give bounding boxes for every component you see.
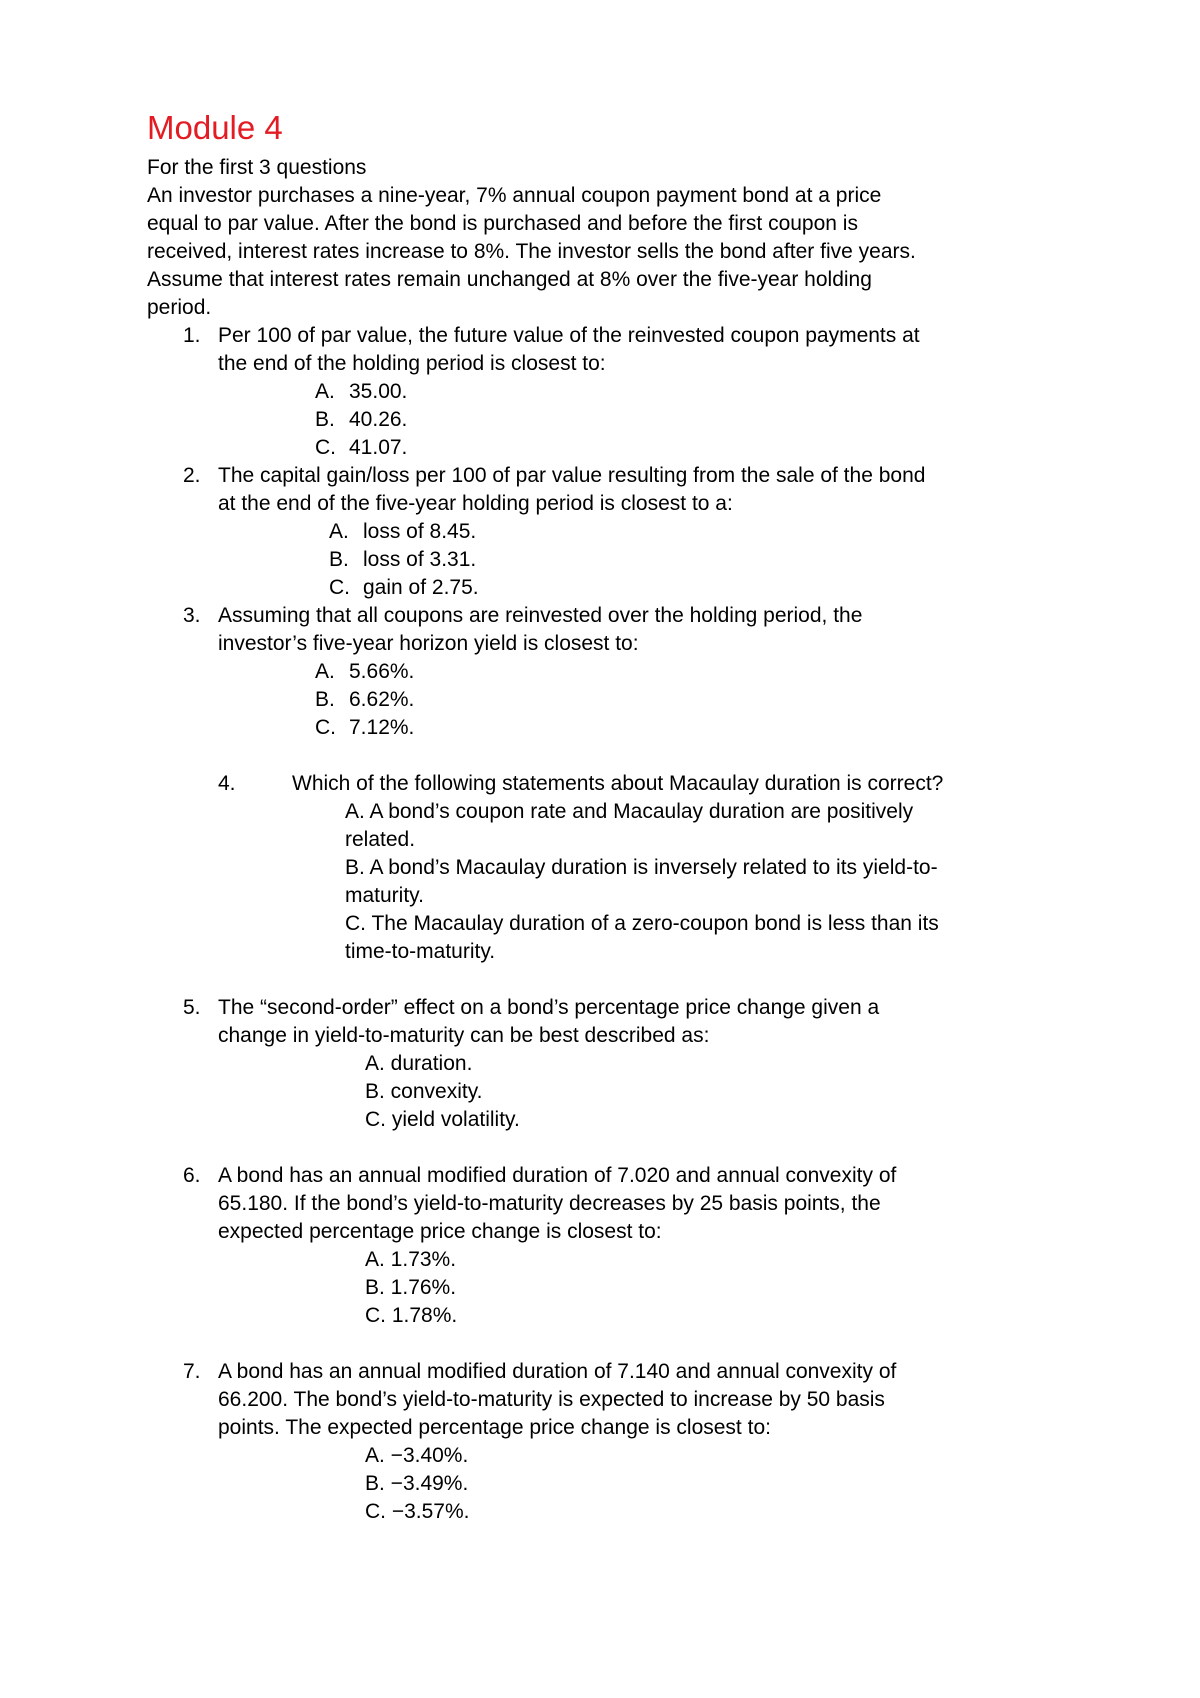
module-title: Module 4 [147,109,283,146]
question-number: 5. [183,996,201,1019]
option-text: 41.07. [349,436,408,459]
question-text: Assuming that all coupons are reinvested over the holding period, the [218,604,863,627]
question-text: The “second-order” effect on a bond’s percentage price change given a [218,996,880,1019]
question-text: A bond has an annual modified duration of 7.020 and annual convexity of [218,1164,897,1187]
question-7 [147,1358,1067,1442]
question-2-options [147,518,1067,602]
option-text: loss of 3.31. [363,548,477,571]
document-page [147,108,1067,1526]
answer-option: B. 1.76%. [365,1276,457,1299]
question-4-options [147,798,1067,966]
question-number: 4. [218,772,236,795]
option-text: 35.00. [349,380,408,403]
intro-line: An investor purchases a nine-year, 7% annual coupon payment bond at a price [147,184,882,207]
question-5-options [147,1050,1067,1134]
answer-option [329,546,1067,574]
question-number: 7. [183,1360,201,1383]
answer-option [329,574,1067,602]
option-text: related. [345,828,416,851]
question-text: A bond has an annual modified duration of 7.140 and annual convexity of [218,1360,897,1383]
question-text: Per 100 of par value, the future value of the reinvested coupon payments at [218,324,920,347]
spacer [147,742,1067,770]
question-text: expected percentage price change is closest to: [218,1220,662,1243]
answer-option: A. 1.73%. [365,1248,457,1271]
question-7-options [147,1442,1067,1526]
answer-option [315,434,1067,462]
answer-option: C. 1.78%. [365,1304,458,1327]
option-text: 40.26. [349,408,408,431]
option-letter: B. [315,408,335,431]
intro-line: received, interest rates increase to 8%. The investor sells the bond after five years. [147,240,916,263]
question-text: the end of the holding period is closest to: [218,352,606,375]
answer-option [315,378,1067,406]
option-letter: C. [315,716,336,739]
answer-option: B. convexity. [365,1080,483,1103]
option-text: 7.12%. [349,716,415,739]
option-letter: A. [329,520,349,543]
intro-heading: For the first 3 questions [147,156,367,179]
answer-option [315,658,1067,686]
option-text: 6.62%. [349,688,415,711]
question-text: 65.180. If the bond’s yield-to-maturity decreases by 25 basis points, the [218,1192,881,1215]
answer-option: A. −3.40%. [365,1444,469,1467]
question-text: investor’s five-year horizon yield is closest to: [218,632,639,655]
question-text: 66.200. The bond’s yield-to-maturity is expected to increase by 50 basis [218,1388,885,1411]
answer-option [315,714,1067,742]
answer-option: B. −3.49%. [365,1472,469,1495]
question-text: points. The expected percentage price change is closest to: [218,1416,771,1439]
option-text: B. A bond’s Macaulay duration is inversely related to its yield-to- [345,856,938,879]
answer-option [315,406,1067,434]
question-3 [147,602,1067,658]
question-text: at the end of the five-year holding period is closest to a: [218,492,733,515]
question-1-options [147,378,1067,462]
question-4 [147,770,1067,798]
option-letter: C. [329,576,350,599]
option-text: C. The Macaulay duration of a zero-coupon bond is less than its [345,912,939,935]
question-text: The capital gain/loss per 100 of par value resulting from the sale of the bond [218,464,926,487]
answer-option [345,798,1067,854]
question-number: 1. [183,324,201,347]
answer-option: C. −3.57%. [365,1500,470,1523]
option-letter: B. [315,688,335,711]
option-text: maturity. [345,884,424,907]
intro-line: period. [147,296,212,319]
intro-line: equal to par value. After the bond is purchased and before the first coupon is [147,212,858,235]
spacer [147,966,1067,994]
question-text: Which of the following statements about Macaulay duration is correct? [292,772,944,795]
option-text: gain of 2.75. [363,576,479,599]
answer-option [345,910,1067,966]
option-letter: A. [315,660,335,683]
answer-option [329,518,1067,546]
question-6-options [147,1246,1067,1330]
option-text: A. A bond’s coupon rate and Macaulay duration are positively [345,800,914,823]
question-5 [147,994,1067,1050]
option-text: loss of 8.45. [363,520,477,543]
intro-line: Assume that interest rates remain unchanged at 8% over the five-year holding [147,268,872,291]
question-number: 6. [183,1164,201,1187]
answer-option [345,854,1067,910]
intro-block [147,154,1067,322]
option-letter: C. [315,436,336,459]
option-text: 5.66%. [349,660,415,683]
question-1 [147,322,1067,378]
question-6 [147,1162,1067,1246]
answer-option: A. duration. [365,1052,473,1075]
question-2 [147,462,1067,518]
question-number: 3. [183,604,201,627]
option-letter: A. [315,380,335,403]
spacer [147,1134,1067,1162]
answer-option: C. yield volatility. [365,1108,520,1131]
option-text: time-to-maturity. [345,940,496,963]
spacer [147,1330,1067,1358]
option-letter: B. [329,548,349,571]
question-number: 2. [183,464,201,487]
question-3-options [147,658,1067,742]
question-text: change in yield-to-maturity can be best described as: [218,1024,710,1047]
answer-option [315,686,1067,714]
